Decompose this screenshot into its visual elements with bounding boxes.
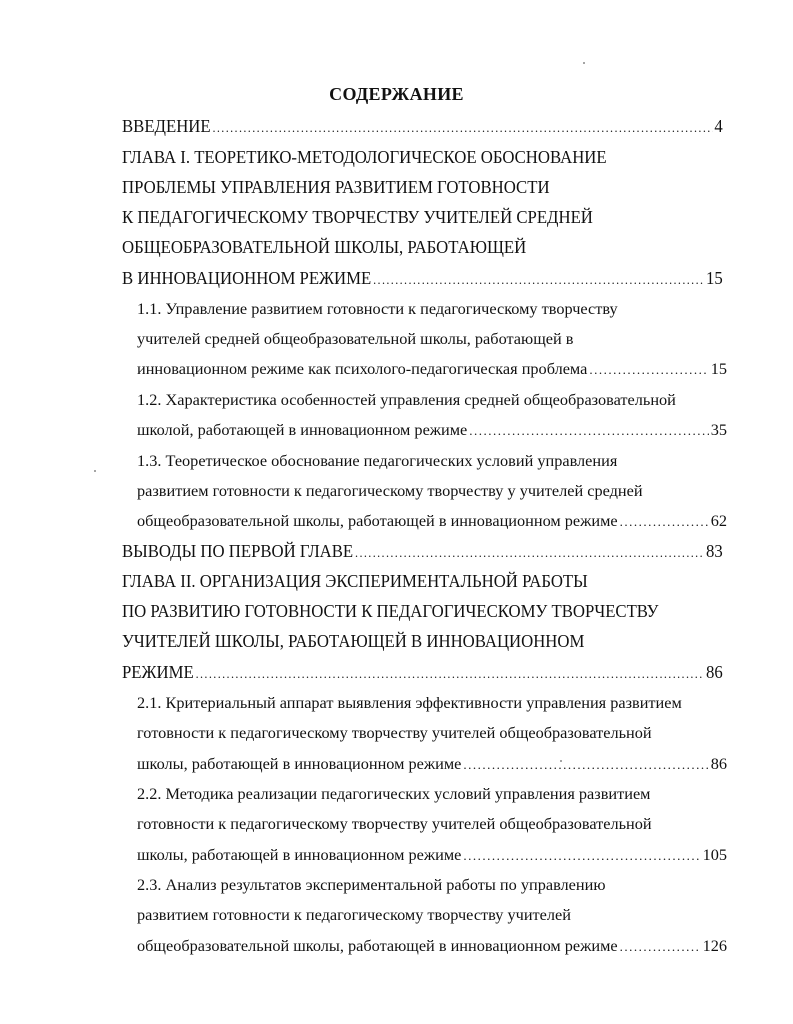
toc-section-1-3-line: 1.3. Теоретическое обоснование педагогических условий управления: [137, 451, 618, 470]
toc-entry-text: общеобразовательной школы, работающей в инновационном режиме: [137, 936, 618, 955]
toc-chapter2-line: УЧИТЕЛЕЙ ШКОЛЫ, РАБОТАЮЩЕЙ В ИННОВАЦИОННОМ: [122, 631, 585, 651]
scan-speck: [560, 760, 562, 762]
toc-entry-section-1-3: [137, 509, 727, 533]
toc-entry-text: ВВЕДЕНИЕ: [122, 116, 211, 136]
toc-chapter1-line: ПРОБЛЕМЫ УПРАВЛЕНИЯ РАЗВИТИЕМ ГОТОВНОСТИ: [122, 177, 550, 197]
toc-chapter2-line: ПО РАЗВИТИЮ ГОТОВНОСТИ К ПЕДАГОГИЧЕСКОМУ ТВОРЧЕСТВУ: [122, 601, 659, 621]
scan-speck: [94, 470, 96, 472]
toc-section-2-3-line: развитием готовности к педагогическому творчеству учителей: [137, 905, 571, 924]
toc-page-number: 86: [706, 662, 723, 682]
toc-entry-text: ВЫВОДЫ ПО ПЕРВОЙ ГЛАВЕ: [122, 541, 354, 561]
dot-leader: [620, 510, 709, 533]
toc-section-2-2-line: 2.2. Методика реализации педагогических условий управления развитием: [137, 784, 651, 803]
toc-section-2-3-line: 2.3. Анализ результатов экспериментальной работы по управлению: [137, 875, 606, 894]
toc-chapter2-line: ГЛАВА II. ОРГАНИЗАЦИЯ ЭКСПЕРИМЕНТАЛЬНОЙ РАБОТЫ: [122, 571, 588, 591]
toc-entry-chapter2: [122, 660, 723, 684]
toc-entry-section-2-2: [137, 843, 727, 867]
toc-entry-introduction: [122, 114, 723, 138]
scan-speck: [583, 62, 585, 64]
toc-entry-text: школой, работающей в инновационном режиме: [137, 420, 468, 439]
toc-page-number: 105: [702, 845, 727, 864]
toc-chapter1-line: ГЛАВА I. ТЕОРЕТИКО-МЕТОДОЛОГИЧЕСКОЕ ОБОСНОВАНИЕ: [122, 147, 607, 167]
toc-entry-conclusions1: [122, 539, 723, 563]
dot-leader: [469, 419, 708, 442]
toc-section-1-3-line: развитием готовности к педагогическому творчеству у учителей средней: [137, 481, 643, 500]
toc-page-number: 126: [702, 936, 727, 955]
toc-page-number: 62: [710, 511, 727, 530]
toc-chapter1-line: К ПЕДАГОГИЧЕСКОМУ ТВОРЧЕСТВУ УЧИТЕЛЕЙ СРЕДНЕЙ: [122, 207, 593, 227]
toc-page-number: 86: [710, 754, 727, 773]
dot-leader: [196, 662, 705, 684]
toc-section-2-1-line: готовности к педагогическому творчеству учителей общеобразовательной: [137, 723, 652, 742]
dot-leader: [463, 753, 708, 776]
toc-entry-text: школы, работающей в инновационном режиме: [137, 754, 462, 773]
toc-page-number: 35: [710, 420, 727, 439]
toc-page-number: 15: [706, 268, 723, 288]
toc-entry-text: РЕЖИМЕ: [122, 662, 194, 682]
dot-leader: [463, 844, 700, 867]
toc-section-2-1-line: 2.1. Критериальный аппарат выявления эффективности управления развитием: [137, 693, 682, 712]
dot-leader: [212, 116, 712, 138]
toc-entry-section-2-3: [137, 934, 727, 958]
toc-entry-section-1-1: [137, 357, 727, 381]
toc-entry-text: инновационном режиме как психолого-педагогическая проблема: [137, 359, 588, 378]
toc-section-1-1-line: учителей средней общеобразовательной школы, работающей в: [137, 329, 574, 348]
toc-page-number: 4: [714, 116, 723, 136]
toc-chapter1-line: ОБЩЕОБРАЗОВАТЕЛЬНОЙ ШКОЛЫ, РАБОТАЮЩЕЙ: [122, 237, 527, 257]
dot-leader: [373, 268, 704, 290]
toc-title: СОДЕРЖАНИЕ: [329, 84, 464, 104]
toc-entry-chapter1: [122, 266, 723, 290]
toc-entry-text: В ИННОВАЦИОННОМ РЕЖИМЕ: [122, 268, 372, 288]
toc-entry-text: школы, работающей в инновационном режиме: [137, 845, 462, 864]
toc-section-1-1-line: 1.1. Управление развитием готовности к педагогическому творчеству: [137, 299, 618, 318]
toc-page-number: 83: [706, 541, 723, 561]
toc-entry-section-2-1: [137, 752, 727, 776]
toc-page-number: 15: [710, 359, 727, 378]
dot-leader: [355, 541, 704, 563]
dot-leader: [589, 358, 708, 381]
dot-leader: [620, 935, 701, 958]
toc-entry-text: общеобразовательной школы, работающей в инновационном режиме: [137, 511, 618, 530]
toc-section-1-2-line: 1.2. Характеристика особенностей управления средней общеобразовательной: [137, 390, 676, 409]
toc-section-2-2-line: готовности к педагогическому творчеству учителей общеобразовательной: [137, 814, 652, 833]
toc-entry-section-1-2: [137, 418, 727, 442]
